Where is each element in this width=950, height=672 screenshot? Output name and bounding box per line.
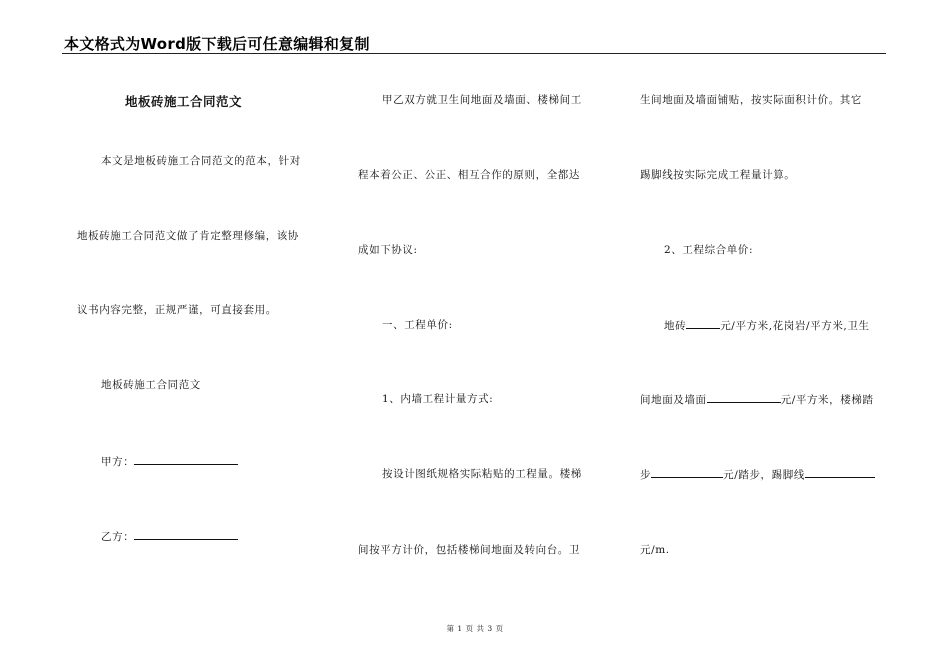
contract-subtitle: 地板砖施工合同范文 [101, 379, 201, 391]
document-title: 地板砖施工合同范文 [125, 94, 243, 109]
price-step-blank [651, 467, 723, 478]
agreement-line-1: 甲乙双方就卫生间地面及墙面、楼梯间工 [382, 94, 582, 106]
intro-line-1: 本文是地板砖施工合同范文的范本，针对 [101, 155, 301, 167]
price-skirting-blank [805, 467, 875, 478]
intro-line-3: 议书内容完整，正规严谨，可直接套用。 [77, 304, 277, 316]
measurement-line-1: 按设计图纸规格实际粘贴的工程量。楼梯 [382, 468, 582, 480]
price-step-unit: 元/踏步，踢脚线 [723, 469, 805, 481]
intro-line-2: 地板砖施工合同范文做了肯定整理修编，该协 [77, 230, 299, 242]
page-number: 第 1 页 共 3 页 [446, 624, 504, 633]
price-bathroom-unit: 元/平方米，楼梯踏 [780, 394, 874, 406]
price-line-4: 元/m. [640, 544, 670, 556]
price-line-3 [640, 467, 875, 482]
header-divider [62, 53, 886, 54]
measurement-line-2: 间按平方计价，包括楼梯间地面及转向台。卫 [358, 544, 580, 556]
document-banner: 本文格式为Word版下载后可任意编辑和复制 [64, 35, 370, 53]
price-tile-unit: 元/平方米,花岗岩/平方米,卫生 [720, 320, 870, 332]
party-b-line [101, 529, 238, 544]
party-a-line [101, 454, 238, 469]
agreement-line-2: 程本着公正、公正、相互合作的原则，全都达 [358, 169, 580, 181]
price-line-2 [640, 392, 874, 407]
price-line-1 [664, 318, 870, 333]
price-tile-blank [686, 318, 720, 329]
price-bathroom-label: 间地面及墙面 [640, 394, 707, 406]
price-bathroom-blank [707, 392, 781, 403]
section-unit-price: 一、工程单价: [382, 319, 453, 331]
price-step-label: 步 [640, 469, 652, 481]
continuation-line-1: 生间地面及墙面铺贴，按实际面积计价。其它 [640, 94, 862, 106]
item-measurement-method: 1、内墙工程计量方式: [382, 393, 494, 405]
item-composite-price: 2、工程综合单价: [664, 244, 754, 256]
agreement-line-3: 成如下协议: [358, 244, 418, 256]
party-b-blank [134, 529, 238, 540]
continuation-line-2: 踢脚线按实际完成工程量计算。 [640, 169, 796, 181]
price-tile-label: 地砖 [664, 320, 687, 332]
party-a-label: 甲方： [101, 456, 135, 468]
party-a-blank [134, 454, 238, 465]
party-b-label: 乙方： [101, 531, 135, 543]
